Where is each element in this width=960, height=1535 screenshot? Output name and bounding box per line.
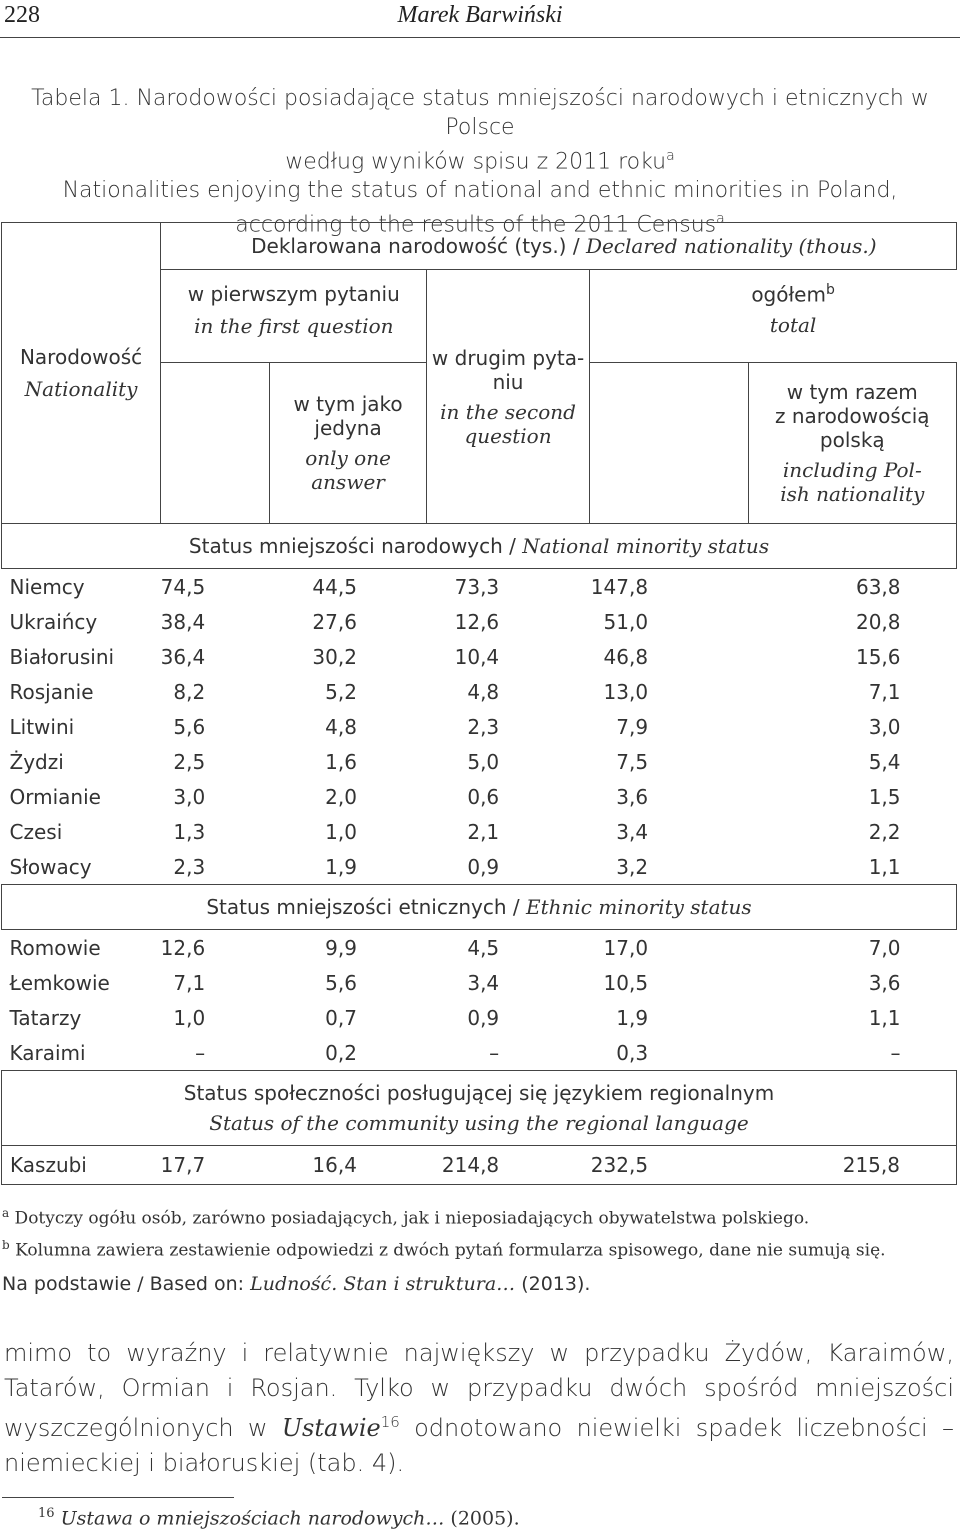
row-value: 2,1 — [467, 819, 500, 844]
row-label: Rosjanie — [9, 679, 94, 704]
row-value: 5,6 — [325, 970, 357, 995]
header-row-1 — [2, 223, 957, 270]
caption-marker-a: a — [666, 148, 675, 164]
row-value: – — [195, 1040, 206, 1065]
row-value: 3,4 — [616, 819, 649, 844]
row-value: 7,5 — [616, 749, 649, 774]
first-question-spacer — [161, 363, 270, 524]
row-value: 17,0 — [603, 935, 649, 960]
table-row — [2, 814, 957, 849]
row-value: 1,6 — [325, 749, 357, 774]
row-label: Karaimi — [9, 1040, 86, 1065]
table-row — [2, 1035, 957, 1071]
row-value: 4,8 — [467, 679, 500, 704]
row-value: 7,1 — [173, 970, 206, 995]
section-national: Status mniejszości narodowych / National minority status — [2, 524, 957, 569]
footnote-a: $^a$ Dotyczy ogółu osób, zarówno posiadających, jak i nieposiadających obywatelstwa polskiego. — [2, 1206, 810, 1229]
row-value: 16,4 — [269, 1146, 427, 1185]
row-value: 5,4 — [868, 749, 901, 774]
first-question-header: w pierwszym pytaniu in the first question — [187, 282, 400, 338]
row-value: 30,2 — [312, 644, 357, 669]
row-value: 1,0 — [173, 1005, 206, 1030]
row-value: 4,8 — [325, 714, 357, 739]
row-value: 5,2 — [325, 679, 357, 704]
regional-rows — [2, 1146, 957, 1185]
row-value: 38,4 — [160, 609, 206, 634]
row-value: 0,6 — [467, 784, 500, 809]
row-value: 1,9 — [325, 854, 357, 879]
row-value: 27,6 — [312, 609, 357, 634]
header-rule — [0, 37, 960, 38]
row-value: 8,2 — [173, 679, 206, 704]
footnote-ref-16: 16 — [380, 1413, 400, 1431]
table-row — [2, 779, 957, 814]
row-label: Litwini — [9, 714, 75, 739]
section-ethnic: Status mniejszości etnicznych / Ethnic minority status — [2, 885, 957, 930]
row-label: Niemcy — [9, 574, 85, 599]
table-row — [2, 849, 957, 885]
row-value: 73,3 — [454, 574, 500, 599]
footnote-16: $^{16}$ Ustawa o mniejszościach narodowych… (2005). — [38, 1506, 520, 1530]
row-value: 1,1 — [868, 1005, 901, 1030]
row-label: Romowie — [9, 935, 101, 960]
footnote-rule — [2, 1497, 234, 1498]
footnote-b: $^b$ Kolumna zawiera zestawienie odpowiedzi z dwóch pytań formularza spisowego, dane nie sumują się. — [2, 1238, 886, 1261]
row-value: 3,6 — [616, 784, 649, 809]
row-value: 63,8 — [855, 574, 901, 599]
row-value: 1,9 — [616, 1005, 649, 1030]
row-value: – — [890, 1040, 901, 1065]
row-value: 215,8 — [748, 1146, 956, 1185]
row-label: Łemkowie — [9, 970, 110, 995]
row-value: 2,2 — [868, 819, 901, 844]
row-label: Ukraińcy — [9, 609, 98, 634]
row-value: 7,1 — [868, 679, 901, 704]
caption-line-1: Tabela 1. Narodowości posiadające status mniejszości narodowych i etnicznych w Polsce — [31, 86, 929, 140]
minorities-table — [1, 222, 957, 1185]
row-value: 36,4 — [160, 644, 206, 669]
row-value: 1,5 — [868, 784, 901, 809]
row-label: Żydzi — [9, 749, 64, 774]
row-value: 17,7 — [161, 1146, 270, 1185]
caption-line-4: according to the results of the 2011 Census$^a$ — [235, 211, 725, 238]
row-label: Tatarzy — [9, 1005, 82, 1030]
row-label: Słowacy — [9, 854, 92, 879]
row-value: 74,5 — [160, 574, 206, 599]
caption-line-2: według wyników spisu z 2011 roku$^a$ — [285, 148, 675, 175]
caption-marker-a-2: a — [716, 211, 725, 228]
table-row — [2, 744, 957, 779]
second-question-header: w drugim pyta- niu in the second question — [427, 270, 589, 524]
row-value: 10,5 — [603, 970, 649, 995]
row-value: 20,8 — [855, 609, 901, 634]
row-value: 13,0 — [603, 679, 649, 704]
row-value: 9,9 — [325, 935, 357, 960]
total-spacer — [589, 363, 748, 524]
row-value: 3,2 — [616, 854, 649, 879]
row-value: 44,5 — [312, 574, 357, 599]
table-row — [2, 930, 957, 966]
row-value: 3,0 — [173, 784, 206, 809]
including-polish-header: w tym razem z narodowością polską including Pol- ish nationality — [748, 363, 956, 524]
running-head-author: Marek Barwiński — [397, 2, 563, 28]
section-regional: Status społeczności posługującej się językiem regionalnym Status of the community using the regional language — [2, 1071, 957, 1146]
row-value: – — [489, 1040, 500, 1065]
row-value: 4,5 — [467, 935, 500, 960]
row-value: 2,5 — [173, 749, 206, 774]
table-row — [2, 604, 957, 639]
row-label: Kaszubi — [2, 1146, 161, 1185]
table-row — [2, 1000, 957, 1035]
national-rows — [2, 569, 957, 885]
row-value: 3,0 — [868, 714, 901, 739]
row-value: 0,3 — [616, 1040, 649, 1065]
row-value: 1,3 — [173, 819, 206, 844]
only-one-answer-header: w tym jako jedyna only one answer — [269, 363, 427, 524]
table-row — [2, 709, 957, 744]
declared-header: Deklarowana narodowość (tys.) / Declared nationality (thous.) — [161, 223, 957, 270]
body-paragraph: mimo to wyraźny i relatywnie największy w przypadku Żydów, Karaimów, Tatarów, Ormian i Rosjan. Tylko w przypadku dwóch spośród mniejszości wyszczególnionych w Ustawie$^{16}$ odnotowano niewielki spadek liczebności – niemieckiej i białoruskiej (tab. 4). — [4, 1339, 954, 1477]
row-value: 2,3 — [467, 714, 500, 739]
row-value: 46,8 — [603, 644, 649, 669]
row-value: 15,6 — [855, 644, 901, 669]
row-value: 1,0 — [325, 819, 357, 844]
row-value: 1,1 — [868, 854, 901, 879]
ethnic-rows — [2, 930, 957, 1071]
row-value: 0,9 — [467, 854, 500, 879]
table-row — [2, 1146, 957, 1185]
page-number: 228 — [4, 2, 40, 28]
row-value: 12,6 — [454, 609, 500, 634]
row-value: 0,9 — [467, 1005, 500, 1030]
running-head — [0, 0, 960, 36]
row-value: 2,0 — [325, 784, 357, 809]
table-row — [2, 639, 957, 674]
table-caption — [0, 84, 960, 240]
source-note: Na podstawie / Based on: Ludność. Stan i struktura… (2013). — [2, 1273, 591, 1295]
row-value: 214,8 — [427, 1146, 589, 1185]
row-value: 10,4 — [454, 644, 500, 669]
row-value: 3,6 — [868, 970, 901, 995]
table-row — [2, 965, 957, 1000]
row-label: Białorusini — [9, 644, 115, 669]
row-value: 7,9 — [616, 714, 649, 739]
row-value: 12,6 — [160, 935, 206, 960]
row-value: 0,2 — [325, 1040, 357, 1065]
row-value: 5,6 — [173, 714, 206, 739]
row-label: Ormianie — [9, 784, 101, 809]
row-value: 3,4 — [467, 970, 500, 995]
row-value: 5,0 — [467, 749, 500, 774]
row-value: 7,0 — [868, 935, 901, 960]
table-row — [2, 674, 957, 709]
table-row — [2, 569, 957, 605]
row-value: 147,8 — [590, 574, 649, 599]
row-value: 0,7 — [325, 1005, 357, 1030]
nationality-header: Narodowość Nationality — [2, 223, 161, 524]
row-value: 232,5 — [589, 1146, 748, 1185]
caption-line-3: Nationalities enjoying the status of national and ethnic minorities in Poland, — [62, 178, 898, 204]
total-header: ogółem$^b$ total — [751, 282, 835, 337]
row-value: 51,0 — [603, 609, 649, 634]
row-label: Czesi — [9, 819, 63, 844]
row-value: 2,3 — [173, 854, 206, 879]
